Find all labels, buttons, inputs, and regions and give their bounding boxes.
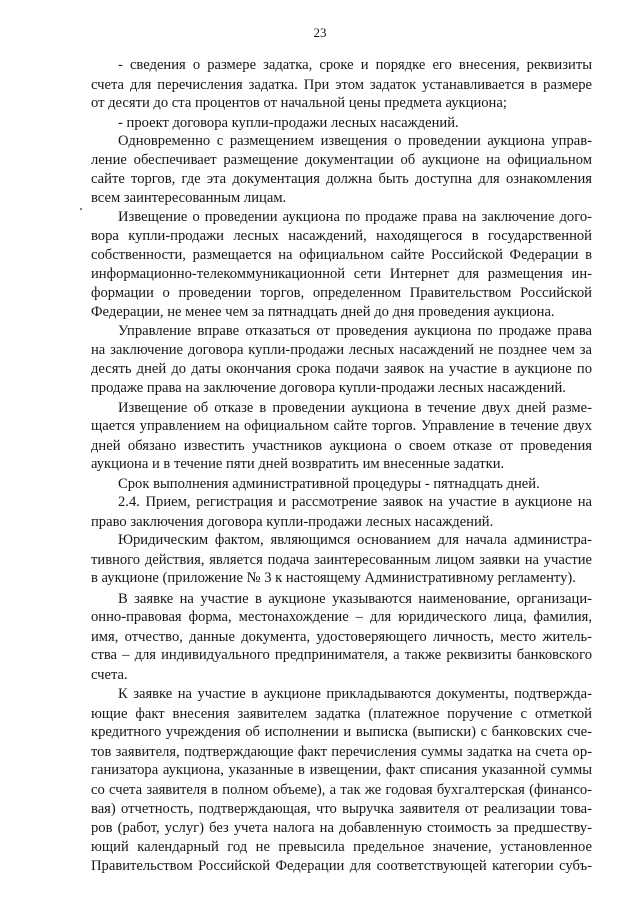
text-line: Федерации, не менее чем за пятнадцать дней до дня проведения аукциона. xyxy=(91,303,555,320)
text-line: Юридическим фактом, являющимся основанием для начала администра- xyxy=(118,532,592,549)
text-line: Извещение об отказе в проведении аукциона в течение двух дней разме- xyxy=(118,399,592,416)
text-line: десять дней до даты окончания срока подачи заявок на участие в аукционе по xyxy=(91,361,592,378)
page-number: 23 xyxy=(313,25,327,40)
text-line: кредитного учреждения об исполнении и выписка (выписки) с банковских сче- xyxy=(91,724,592,741)
scan-mark xyxy=(80,208,82,210)
text-line: вая) отчетность, подтверждающая, что выручка заявителя от реализации това- xyxy=(91,800,592,817)
text-line: ющие факт внесения заявителем задатка (платежное поручение с отметкой xyxy=(91,705,592,722)
text-line: онно-правовая форма, местонахождение – для юридического лица, фамилия, xyxy=(91,609,592,626)
text-line: аукциона и в течение пяти дней возвратить им внесенные задатки. xyxy=(91,456,505,473)
text-line: продаже права на заключение договора купли-продажи лесных насаждений. xyxy=(91,380,566,396)
text-line: В заявке на участие в аукционе указываются наименование, организаци- xyxy=(118,590,592,607)
text-line: в аукционе (приложение № 3 к настоящему Административному регламенту). xyxy=(91,570,576,587)
text-line: ганизатора аукциона, указанные в извещении, факт списания указанной суммы xyxy=(91,762,592,779)
section-heading-line: право заключения договора купли-продажи лесных насаждений. xyxy=(91,513,494,530)
text-line: Правительством Российской Федерации для соответствующей категории субъ- xyxy=(91,858,592,874)
text-line: счета для перечисления задатка. При этом задаток устанавливается в размере xyxy=(91,76,592,93)
text-line: собственности, размещается на официальном сайте Российской Федерации в xyxy=(91,247,592,264)
text-line: счета. xyxy=(91,666,128,683)
text-line: имя, отчество, данные документа, удостоверяющего личность, место житель- xyxy=(91,628,592,645)
text-line: формации о проведении торгов, определенном Правительством Российской xyxy=(91,285,592,302)
text-line: Извещение о проведении аукциона по продаже права на заключение дого- xyxy=(118,209,592,226)
text-line: Срок выполнения административной процедуры - пятнадцать дней. xyxy=(118,475,540,492)
section-heading-line: 2.4. Прием, регистрация и рассмотрение заявок на участие в аукционе на xyxy=(118,494,592,511)
text-line: - проект договора купли-продажи лесных насаждений. xyxy=(118,114,459,131)
text-line: от десяти до ста процентов от начальной цены предмета аукциона; xyxy=(91,95,507,112)
text-line: вора купли-продажи лесных насаждений, находящегося в государственной xyxy=(91,227,592,244)
text-line: на заключение договора купли-продажи лесных насаждений не позднее чем за xyxy=(91,341,592,358)
text-line: информационно-телекоммуникационной сети Интернет для размещения ин- xyxy=(91,265,592,282)
text-line: щается управлением на официальном сайте торгов. Управление в течение двух xyxy=(91,418,592,435)
text-line: Управление вправе отказаться от проведения аукциона по продаже права xyxy=(118,323,592,340)
text-line: дней обязано известить участников аукциона о своем отказе от проведения xyxy=(91,437,592,454)
text-line: - сведения о размере задатка, сроке и порядке его внесения, реквизиты xyxy=(118,57,592,73)
text-line: Одновременно с размещением извещения о проведении аукциона управ- xyxy=(118,133,592,150)
text-line: К заявке на участие в аукционе прикладываются документы, подтвержда- xyxy=(118,686,592,703)
text-line: ление обеспечивает размещение документации об аукционе на официальном xyxy=(91,151,592,168)
text-line: тов заявителя, подтверждающие факт перечисления суммы задатка на счета ор- xyxy=(91,743,592,760)
text-line: всем заинтересованным лицам. xyxy=(91,189,287,206)
text-line: ющий календарный год не превысила предельное значение, установленное xyxy=(91,838,592,855)
text-line: тивного действия, является подача заинтересованным лицом заявки на участие xyxy=(91,551,592,568)
text-line: ства – для индивидуального предпринимателя, а также реквизиты банковского xyxy=(91,647,592,664)
text-line: сайте торгов, где эта документация должна быть доступна для ознакомления xyxy=(91,171,592,188)
text-line: ров (работ, услуг) без учета налога на добавленную стоимость за предшеству- xyxy=(91,819,592,836)
text-line: со счета заявителя в полном объеме), а так же годовая бухгалтерская (финансо- xyxy=(91,781,592,798)
